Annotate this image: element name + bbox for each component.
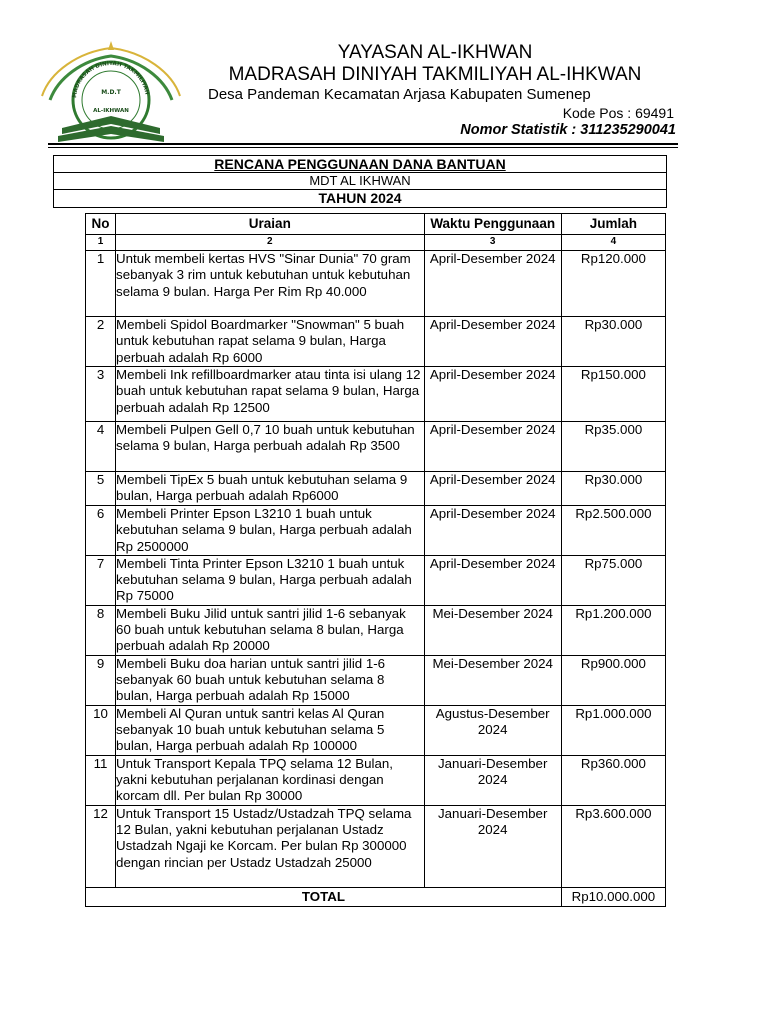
svg-text:MADRASAH DINIYAH TAKMILIYAH: MADRASAH DINIYAH TAKMILIYAH xyxy=(71,60,150,99)
school-address: Desa Pandeman Kecamatan Arjasa Kabupaten Sumenep xyxy=(208,86,591,103)
row-period: Mei-Desember 2024 xyxy=(424,605,561,655)
row-description: Membeli Al Quran untuk santri kelas Al Quran sebanyak 10 buah untuk kebutuhan selama 5 bulan, Harga perbuah adalah Rp 100000 xyxy=(116,705,425,755)
row-description: Untuk Transport 15 Ustadz/Ustadzah TPQ selama 12 Bulan, yakni kebutuhan perjalanan Ustadz Ustadzah Ngaji ke Korcam. Per bulan Rp 300000 dengan rincian per Ustadz Ustadzah 25000 xyxy=(116,805,425,887)
school-name: MADRASAH DINIYAH TAKMILIYAH AL-IHKWAN xyxy=(228,64,642,85)
header-jumlah: Jumlah xyxy=(561,214,665,235)
row-period: April-Desember 2024 xyxy=(424,251,561,317)
table-row xyxy=(86,605,666,655)
row-number: 12 xyxy=(86,805,116,887)
row-period: April-Desember 2024 xyxy=(424,555,561,605)
row-number: 10 xyxy=(86,705,116,755)
document-year: TAHUN 2024 xyxy=(318,190,402,206)
document-title-box xyxy=(53,155,667,208)
row-period: April-Desember 2024 xyxy=(424,422,561,472)
table-row xyxy=(86,506,666,556)
row-period: April-Desember 2024 xyxy=(424,472,561,506)
row-number: 9 xyxy=(86,655,116,705)
madrasah-logo xyxy=(38,38,184,150)
row-number: 4 xyxy=(86,422,116,472)
table-row xyxy=(86,805,666,887)
table-row xyxy=(86,422,666,472)
row-period: April-Desember 2024 xyxy=(424,317,561,367)
row-description: Untuk Transport Kepala TPQ selama 12 Bulan, yakni kebutuhan perjalanan kordinasi dengan korcam dll. Per bulan Rp 30000 xyxy=(116,755,425,805)
row-amount: Rp2.500.000 xyxy=(561,506,665,556)
svg-text:AL-IKHWAN: AL-IKHWAN xyxy=(93,108,129,114)
row-amount: Rp3.600.000 xyxy=(561,805,665,887)
table-row xyxy=(86,317,666,367)
row-number: 7 xyxy=(86,555,116,605)
table-row xyxy=(86,472,666,506)
row-amount: Rp30.000 xyxy=(561,472,665,506)
total-amount: Rp10.000.000 xyxy=(561,887,665,906)
row-description: Membeli TipEx 5 buah untuk kebutuhan selama 9 bulan, Harga perbuah adalah Rp6000 xyxy=(116,472,425,506)
index-cell: 3 xyxy=(424,235,561,251)
document-title: RENCANA PENGGUNAAN DANA BANTUAN xyxy=(54,156,666,173)
row-amount: Rp1.000.000 xyxy=(561,705,665,755)
index-cell: 4 xyxy=(561,235,665,251)
row-number: 6 xyxy=(86,506,116,556)
table-row xyxy=(86,251,666,317)
budget-table xyxy=(85,213,666,907)
row-period: Agustus-Desember 2024 xyxy=(424,705,561,755)
table-row xyxy=(86,555,666,605)
row-amount: Rp1.200.000 xyxy=(561,605,665,655)
row-number: 3 xyxy=(86,367,116,422)
row-description: Membeli Buku doa harian untuk santri jilid 1-6 sebanyak 60 buah untuk kebutuhan selama 8 bulan, Harga perbuah adalah Rp 15000 xyxy=(116,655,425,705)
table-header-row xyxy=(86,214,666,235)
row-number: 2 xyxy=(86,317,116,367)
row-description: Membeli Tinta Printer Epson L3210 1 buah untuk kebutuhan selama 9 bulan, Harga perbuah adalah Rp 75000 xyxy=(116,555,425,605)
row-period: Januari-Desember 2024 xyxy=(424,805,561,887)
total-row xyxy=(86,887,666,906)
row-number: 5 xyxy=(86,472,116,506)
header-divider-thin xyxy=(48,147,678,148)
table-row xyxy=(86,755,666,805)
header-waktu: Waktu Penggunaan xyxy=(424,214,561,235)
row-amount: Rp30.000 xyxy=(561,317,665,367)
total-label: TOTAL xyxy=(86,887,562,906)
row-description: Membeli Pulpen Gell 0,7 10 buah untuk kebutuhan selama 9 bulan, Harga perbuah adalah Rp 3500 xyxy=(116,422,425,472)
row-description: Membeli Buku Jilid untuk santri jilid 1-6 sebanyak 60 buah untuk kebutuhan selama 8 bulan, Harga perbuah adalah Rp 20000 xyxy=(116,605,425,655)
table-row xyxy=(86,655,666,705)
document-subtitle: MDT AL IKHWAN xyxy=(54,173,666,190)
row-number: 8 xyxy=(86,605,116,655)
row-amount: Rp75.000 xyxy=(561,555,665,605)
row-description: Membeli Printer Epson L3210 1 buah untuk kebutuhan selama 9 bulan, Harga perbuah adalah Rp 2500000 xyxy=(116,506,425,556)
row-description: Membeli Ink refillboardmarker atau tinta isi ulang 12 buah untuk kebutuhan rapat selama 9 bulan, Harga perbuah adalah Rp 12500 xyxy=(116,367,425,422)
table-row xyxy=(86,705,666,755)
row-amount: Rp900.000 xyxy=(561,655,665,705)
statistic-number: Nomor Statistik : 311235290041 xyxy=(460,122,676,138)
header-divider xyxy=(48,143,678,145)
table-row xyxy=(86,367,666,422)
row-amount: Rp35.000 xyxy=(561,422,665,472)
row-number: 1 xyxy=(86,251,116,317)
header-uraian: Uraian xyxy=(116,214,425,235)
row-amount: Rp120.000 xyxy=(561,251,665,317)
row-period: Mei-Desember 2024 xyxy=(424,655,561,705)
header-no: No xyxy=(86,214,116,235)
row-description: Membeli Spidol Boardmarker "Snowman" 5 buah untuk kebutuhan rapat selama 9 bulan, Harga perbuah adalah Rp 6000 xyxy=(116,317,425,367)
row-period: April-Desember 2024 xyxy=(424,506,561,556)
row-period: Januari-Desember 2024 xyxy=(424,755,561,805)
foundation-name: YAYASAN AL-IKHWAN xyxy=(337,42,533,63)
row-number: 11 xyxy=(86,755,116,805)
row-period: April-Desember 2024 xyxy=(424,367,561,422)
index-cell: 1 xyxy=(86,235,116,251)
index-cell: 2 xyxy=(116,235,425,251)
row-description: Untuk membeli kertas HVS "Sinar Dunia" 70 gram sebanyak 3 rim untuk kebutuhan untuk kebutuhan selama 9 bulan. Harga Per Rim Rp 40.000 xyxy=(116,251,425,317)
postal-code: Kode Pos : 69491 xyxy=(562,105,674,121)
row-amount: Rp360.000 xyxy=(561,755,665,805)
table-index-row xyxy=(86,235,666,251)
svg-text:M.D.T: M.D.T xyxy=(101,89,121,96)
row-amount: Rp150.000 xyxy=(561,367,665,422)
